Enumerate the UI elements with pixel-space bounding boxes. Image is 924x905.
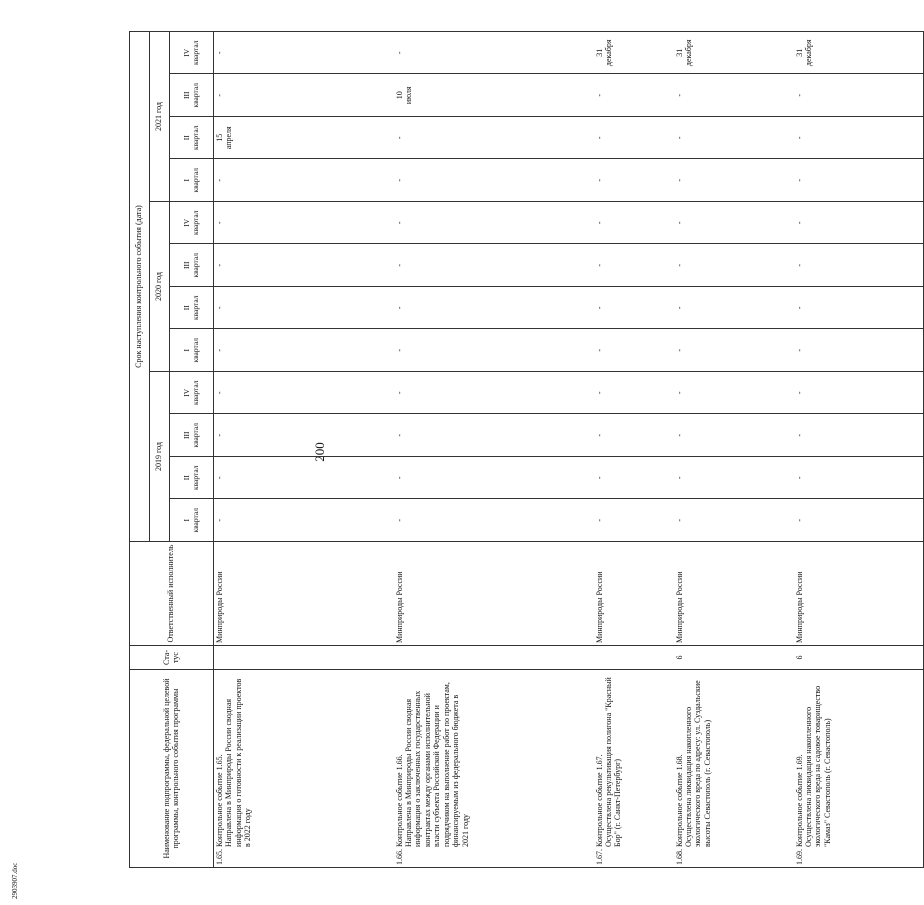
quarter-header: I квартал	[170, 499, 214, 542]
quarter-cell: -	[394, 499, 594, 542]
status-cell	[394, 646, 594, 670]
quarter-cell: -	[394, 159, 594, 202]
name-column-header: Наименование подпрограммы, федеральной целевой программы, контрольного события программы	[130, 670, 214, 868]
quarter-cell: -	[794, 499, 924, 542]
event-number: 1.69.	[794, 849, 804, 865]
quarter-header: I квартал	[170, 329, 214, 372]
quarter-header: III квартал	[170, 414, 214, 457]
quarter-header: II квартал	[170, 287, 214, 330]
executor-cell: Минприроды России	[394, 542, 594, 646]
quarter-header: III квартал	[170, 74, 214, 117]
year-2020-header: 2020 год	[150, 202, 170, 372]
table-row	[214, 31, 394, 867]
quarter-cell: -	[794, 329, 924, 372]
executor-cell: Минприроды России	[594, 542, 674, 646]
quarter-cell: -	[674, 244, 794, 287]
event-description: Контрольное событие 1.68. Осуществлена ликвидация накопленного экологического вреда по адресу: ул. Суздальские высоты Севастополь (г. Севастополь)	[674, 680, 712, 847]
event-name-cell	[394, 670, 594, 868]
event-name-cell	[594, 670, 674, 868]
quarter-cell: -	[674, 159, 794, 202]
quarter-cell: -	[394, 457, 594, 500]
quarter-cell: -	[674, 372, 794, 415]
status-cell: 6	[674, 646, 794, 670]
quarter-cell: -	[394, 244, 594, 287]
quarter-cell: -	[794, 74, 924, 117]
event-name-cell	[214, 670, 394, 868]
page-number: 200	[312, 442, 327, 462]
quarter-cell: -	[214, 499, 394, 542]
quarter-cell: -	[214, 287, 394, 330]
quarter-cell: -	[394, 202, 594, 245]
quarter-header: IV квартал	[170, 372, 214, 415]
quarter-cell: 31 декабря	[674, 31, 794, 74]
quarter-cell: -	[794, 202, 924, 245]
quarter-cell: -	[594, 159, 674, 202]
quarter-cell: -	[594, 74, 674, 117]
quarter-cell: 31 декабря	[594, 31, 674, 74]
quarter-cell: -	[594, 372, 674, 415]
quarter-cell: -	[214, 329, 394, 372]
quarter-cell: -	[794, 372, 924, 415]
event-name-cell	[674, 670, 794, 868]
control-events-table	[129, 31, 924, 868]
quarter-cell: -	[214, 372, 394, 415]
executor-cell: Минприроды России	[674, 542, 794, 646]
quarter-cell: -	[674, 329, 794, 372]
document-footer: 2903907.doc	[11, 862, 19, 899]
quarter-cell: -	[794, 244, 924, 287]
event-number: 1.66.	[394, 849, 404, 865]
event-description: Контрольное событие 1.67. Осуществлена рекультивация полигона "Красный Бор" (г. Санкт-Петербург)	[594, 677, 623, 847]
quarter-header: II квартал	[170, 457, 214, 500]
quarter-header: II квартал	[170, 117, 214, 160]
quarter-cell: -	[394, 31, 594, 74]
quarter-cell: -	[214, 74, 394, 117]
quarter-cell: -	[394, 329, 594, 372]
table-row	[594, 31, 674, 867]
executor-cell: Минприроды России	[794, 542, 924, 646]
event-number: 1.65.	[215, 849, 224, 865]
quarter-cell: -	[394, 414, 594, 457]
event-name-cell	[794, 670, 924, 868]
quarter-cell: 31 декабря	[794, 31, 924, 74]
quarter-cell: -	[594, 287, 674, 330]
quarter-cell: -	[394, 117, 594, 160]
quarter-cell: -	[794, 287, 924, 330]
quarter-cell: -	[594, 202, 674, 245]
quarter-cell: -	[594, 414, 674, 457]
quarter-cell: -	[394, 287, 594, 330]
table-body	[214, 31, 924, 867]
quarter-cell: -	[214, 202, 394, 245]
event-description: Контрольное событие 1.66. Направлена в Минприроды России сводная информация о заключенных государственных контрактах между органами исполнительной власти субъекта Российской Федерации и подрядчиком на выполнение работ по проектам, финансируемым из федерального бюджета в 2021 году	[394, 682, 470, 847]
event-number: 1.68.	[674, 849, 684, 865]
quarter-cell: -	[594, 244, 674, 287]
quarter-cell: -	[794, 457, 924, 500]
quarter-cell: -	[794, 117, 924, 160]
quarter-cell: -	[594, 499, 674, 542]
quarter-cell: 15 апреля	[214, 117, 394, 160]
table-row	[794, 31, 924, 867]
event-description: Контрольное событие 1.65. Направлена в Минприроды России сводная информация о готовности к реализации проектов в 2022 году	[215, 678, 253, 847]
table-row	[674, 31, 794, 867]
quarter-cell: 10 июля	[394, 74, 594, 117]
quarter-cell: -	[594, 329, 674, 372]
event-description: Контрольное событие 1.69. Осуществлена ликвидация накопленного экологического вреда на садовое товарищество "Камаз" Севастополь (г. Севастополь)	[794, 685, 832, 847]
quarter-cell: -	[214, 457, 394, 500]
quarter-cell: -	[594, 117, 674, 160]
quarter-cell: -	[214, 244, 394, 287]
quarter-cell: -	[674, 414, 794, 457]
quarter-cell: -	[674, 117, 794, 160]
status-cell: 6	[794, 646, 924, 670]
executor-column-header: Ответственный исполнитель	[130, 542, 214, 646]
quarter-cell: -	[794, 159, 924, 202]
quarter-cell: -	[394, 372, 594, 415]
quarter-cell: -	[674, 202, 794, 245]
year-2019-header: 2019 год	[150, 372, 170, 542]
quarter-cell: -	[674, 499, 794, 542]
quarter-cell: -	[214, 31, 394, 74]
year-2021-header: 2021 год	[150, 31, 170, 201]
quarter-header: IV квартал	[170, 202, 214, 245]
rotated-table-container	[129, 32, 832, 868]
quarter-cell: -	[214, 159, 394, 202]
status-cell	[214, 646, 394, 670]
quarter-cell: -	[674, 457, 794, 500]
quarter-cell: -	[214, 414, 394, 457]
quarter-cell: -	[674, 287, 794, 330]
status-column-header: Ста- тус	[130, 646, 214, 670]
quarter-header: I квартал	[170, 159, 214, 202]
executor-cell: Минприроды России	[214, 542, 394, 646]
quarter-header: III квартал	[170, 244, 214, 287]
quarter-cell: -	[594, 457, 674, 500]
table-row	[394, 31, 594, 867]
event-number: 1.67.	[594, 849, 604, 865]
quarter-cell: -	[794, 414, 924, 457]
deadline-column-header: Срок наступления контрольного события (дата)	[130, 31, 150, 541]
status-cell	[594, 646, 674, 670]
quarter-cell: -	[674, 74, 794, 117]
quarter-header: IV квартал	[170, 31, 214, 74]
